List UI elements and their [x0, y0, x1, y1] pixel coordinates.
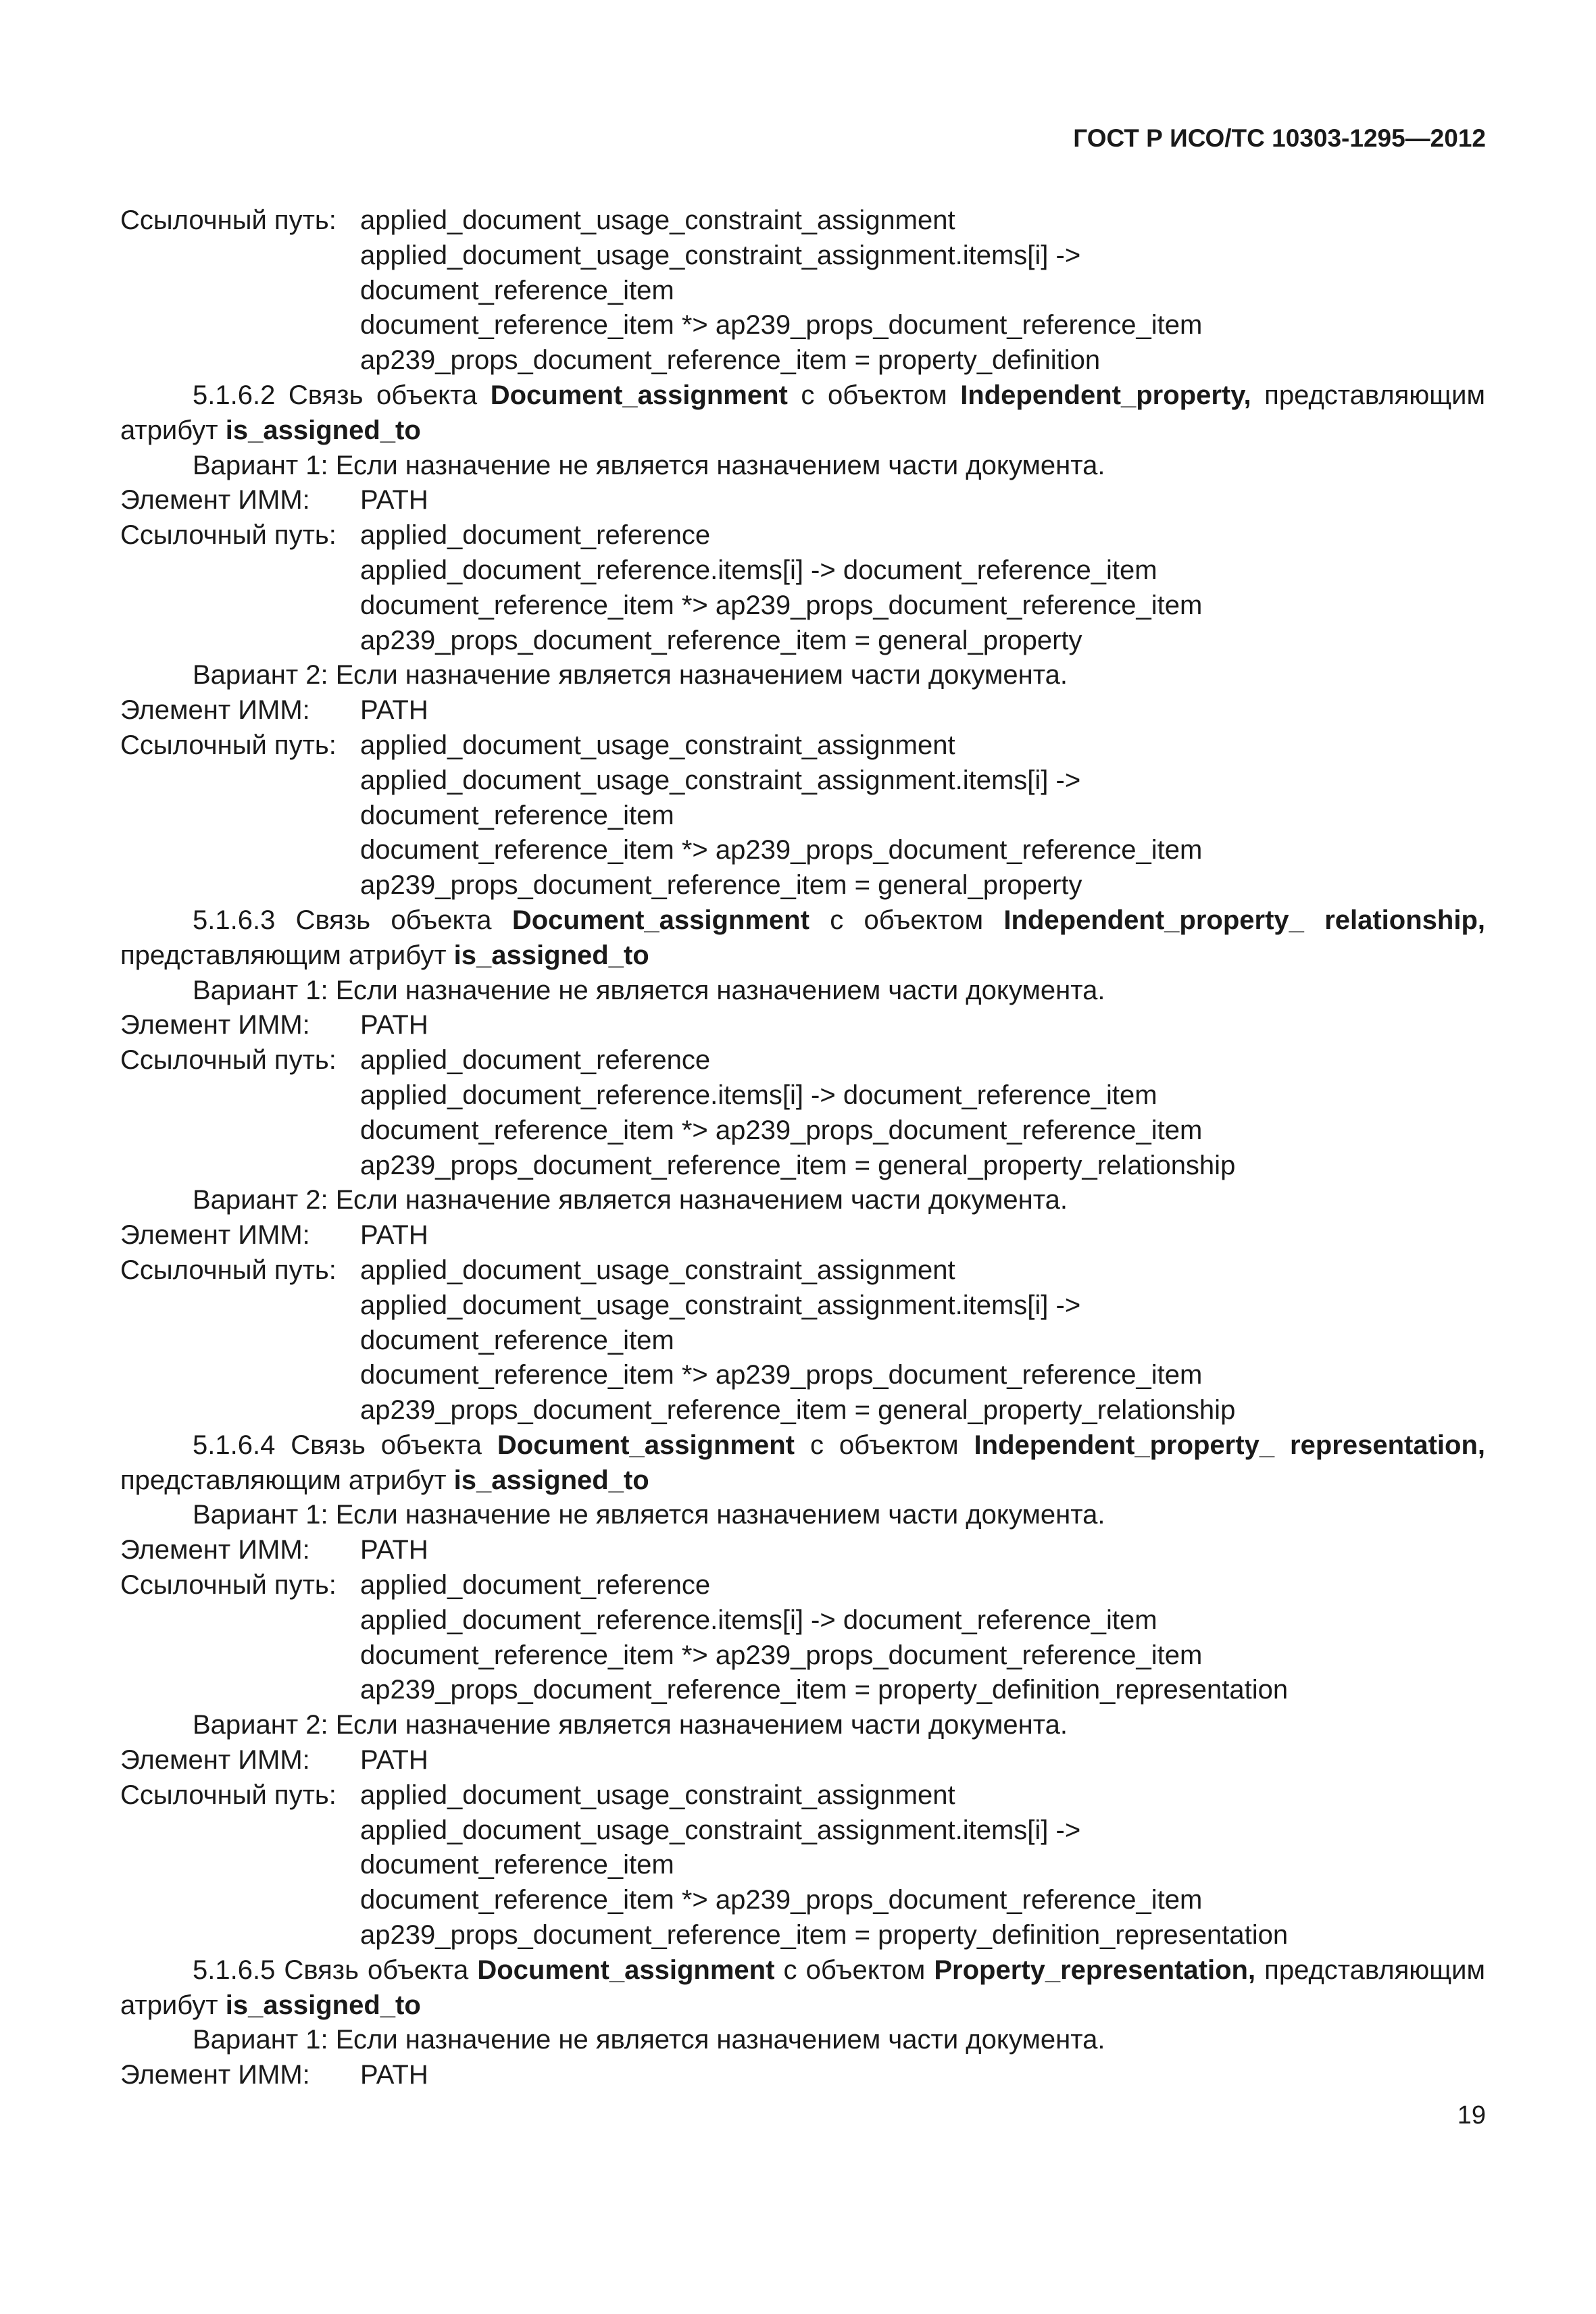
ref-path-row	[120, 1043, 1485, 1078]
ref-path-row	[120, 518, 1485, 553]
ref-path-line: document_reference_item *> ap239_props_document_reference_item	[360, 1640, 1203, 1670]
ref-path-row	[120, 728, 1485, 763]
ref-path-line: ap239_props_document_reference_item = general_property	[360, 870, 1082, 901]
ref-path-line: ap239_props_document_reference_item = property_definition_representation	[360, 1920, 1289, 1951]
section-paragraph: 5.1.6.3 Связь объекта Document_assignment с объектом Independent_property_ relationship, представляющим атрибут is_assigned_to	[120, 905, 1486, 970]
ref-path-line: applied_document_reference.items[i] -> document_reference_item	[360, 1080, 1157, 1110]
ref-path-line: applied_document_reference.items[i] -> document_reference_item	[360, 1605, 1157, 1635]
imm-element-label: Элемент ИММ:	[120, 1535, 310, 1565]
variant-line: Вариант 2: Если назначение является назначением части документа.	[193, 1185, 1068, 1215]
imm-element-value: PATH	[360, 1535, 428, 1565]
imm-element-row	[120, 693, 1485, 728]
ref-path-label: Ссылочный путь:	[120, 520, 336, 551]
entity-name: Independent_property,	[960, 380, 1251, 410]
ref-path-row	[120, 1568, 1485, 1603]
ref-path-label: Ссылочный путь:	[120, 1045, 336, 1076]
imm-element-value: PATH	[360, 1010, 428, 1040]
ref-path-line: ap239_props_document_reference_item = property_definition	[360, 345, 1101, 376]
ref-path-row	[120, 203, 1485, 238]
attribute-name: is_assigned_to	[225, 1990, 421, 2020]
ref-path-line: applied_document_usage_constraint_assignment	[360, 730, 955, 760]
ref-path-line: document_reference_item *> ap239_props_document_reference_item	[360, 1885, 1203, 1915]
imm-element-label: Элемент ИММ:	[120, 1010, 310, 1040]
imm-element-label: Элемент ИММ:	[120, 1220, 310, 1251]
imm-element-value: PATH	[360, 1745, 428, 1776]
ref-path-line: applied_document_usage_constraint_assignment.items[i] ->	[360, 240, 1081, 270]
ref-path-line: ap239_props_document_reference_item = property_definition_representation	[360, 1675, 1289, 1705]
page-header: ГОСТ Р ИСО/ТС 10303-1295—2012	[1073, 124, 1486, 152]
attribute-name: is_assigned_to	[453, 940, 649, 970]
ref-path-line: document_reference_item *> ap239_props_document_reference_item	[360, 310, 1203, 341]
variant-line: Вариант 1: Если назначение не является назначением части документа.	[193, 2025, 1105, 2055]
variant-line: Вариант 2: Если назначение является назначением части документа.	[193, 660, 1068, 690]
ref-path-line: applied_document_reference	[360, 1570, 711, 1601]
ref-path-line: applied_document_usage_constraint_assignment.items[i] ->	[360, 1815, 1081, 1845]
imm-element-label: Элемент ИММ:	[120, 485, 310, 515]
section-paragraph: 5.1.6.4 Связь объекта Document_assignment с объектом Independent_property_ representation, представляющим атрибут is_assigned_to	[120, 1430, 1485, 1495]
imm-element-row	[120, 1218, 1485, 1253]
imm-element-value: PATH	[360, 1220, 428, 1251]
ref-path-label: Ссылочный путь:	[120, 1570, 336, 1601]
imm-element-row	[120, 1743, 1485, 1778]
ref-path-line: document_reference_item *> ap239_props_document_reference_item	[360, 835, 1203, 865]
imm-element-label: Элемент ИММ:	[120, 1745, 310, 1776]
ref-path-label: Ссылочный путь:	[120, 1255, 336, 1285]
ref-path-line: applied_document_usage_constraint_assignment.items[i] ->	[360, 765, 1081, 795]
ref-path-line: applied_document_usage_constraint_assignment	[360, 205, 955, 235]
ref-path-line: ap239_props_document_reference_item = general_property	[360, 625, 1082, 655]
ref-path-row	[120, 1778, 1485, 1813]
ref-path-label: Ссылочный путь:	[120, 1780, 336, 1810]
attribute-name: is_assigned_to	[225, 415, 421, 445]
entity-name: Property_representation,	[934, 1955, 1256, 1985]
ref-path-line: applied_document_reference	[360, 520, 711, 551]
imm-element-value: PATH	[360, 695, 428, 726]
ref-path-line: ap239_props_document_reference_item = general_property_relationship	[360, 1395, 1236, 1426]
variant-line: Вариант 1: Если назначение не является назначением части документа.	[193, 1500, 1105, 1530]
ref-path-line: applied_document_usage_constraint_assignment	[360, 1255, 955, 1285]
ref-path-label: Ссылочный путь:	[120, 205, 336, 235]
imm-element-row	[120, 1008, 1485, 1043]
imm-element-row	[120, 1533, 1485, 1568]
entity-name: Document_assignment	[477, 1955, 775, 1985]
section-paragraph: 5.1.6.5 Связь объекта Document_assignment с объектом Property_representation, представляющим атрибут is_assigned_to	[120, 1955, 1485, 2020]
variant-line: Вариант 1: Если назначение не является назначением части документа.	[193, 450, 1105, 480]
ref-path-line: document_reference_item	[360, 275, 674, 305]
entity-name: Document_assignment	[512, 905, 809, 935]
section-paragraph: 5.1.6.2 Связь объекта Document_assignment с объектом Independent_property, представляющим атрибут is_assigned_to	[120, 380, 1485, 445]
ref-path-row	[120, 1253, 1485, 1288]
attribute-name: is_assigned_to	[453, 1465, 649, 1495]
page-body	[120, 203, 1485, 2093]
ref-path-line: applied_document_usage_constraint_assignment.items[i] ->	[360, 1290, 1081, 1320]
entity-name: Independent_property_ representation,	[974, 1430, 1485, 1460]
ref-path-line: applied_document_reference	[360, 1045, 711, 1076]
ref-path-line: document_reference_item *> ap239_props_document_reference_item	[360, 590, 1203, 620]
ref-path-line: applied_document_usage_constraint_assignment	[360, 1780, 955, 1810]
ref-path-line: document_reference_item	[360, 800, 674, 830]
ref-path-line: applied_document_reference.items[i] -> document_reference_item	[360, 555, 1157, 585]
ref-path-label: Ссылочный путь:	[120, 730, 336, 760]
imm-element-row	[120, 2058, 1485, 2093]
page-number: 19	[1457, 2101, 1486, 2130]
ref-path-line: document_reference_item *> ap239_props_document_reference_item	[360, 1360, 1203, 1390]
imm-element-label: Элемент ИММ:	[120, 2060, 310, 2090]
imm-element-label: Элемент ИММ:	[120, 695, 310, 726]
variant-line: Вариант 1: Если назначение не является назначением части документа.	[193, 975, 1105, 1005]
ref-path-line: document_reference_item	[360, 1325, 674, 1355]
ref-path-line: document_reference_item	[360, 1850, 674, 1880]
variant-line: Вариант 2: Если назначение является назначением части документа.	[193, 1710, 1068, 1740]
imm-element-value: PATH	[360, 2060, 428, 2090]
imm-element-value: PATH	[360, 485, 428, 515]
entity-name: Document_assignment	[497, 1430, 795, 1460]
entity-name: Independent_property_ relationship,	[1003, 905, 1486, 935]
imm-element-row	[120, 483, 1485, 518]
ref-path-line: document_reference_item *> ap239_props_document_reference_item	[360, 1115, 1203, 1145]
ref-path-line: ap239_props_document_reference_item = general_property_relationship	[360, 1150, 1236, 1180]
entity-name: Document_assignment	[490, 380, 788, 410]
